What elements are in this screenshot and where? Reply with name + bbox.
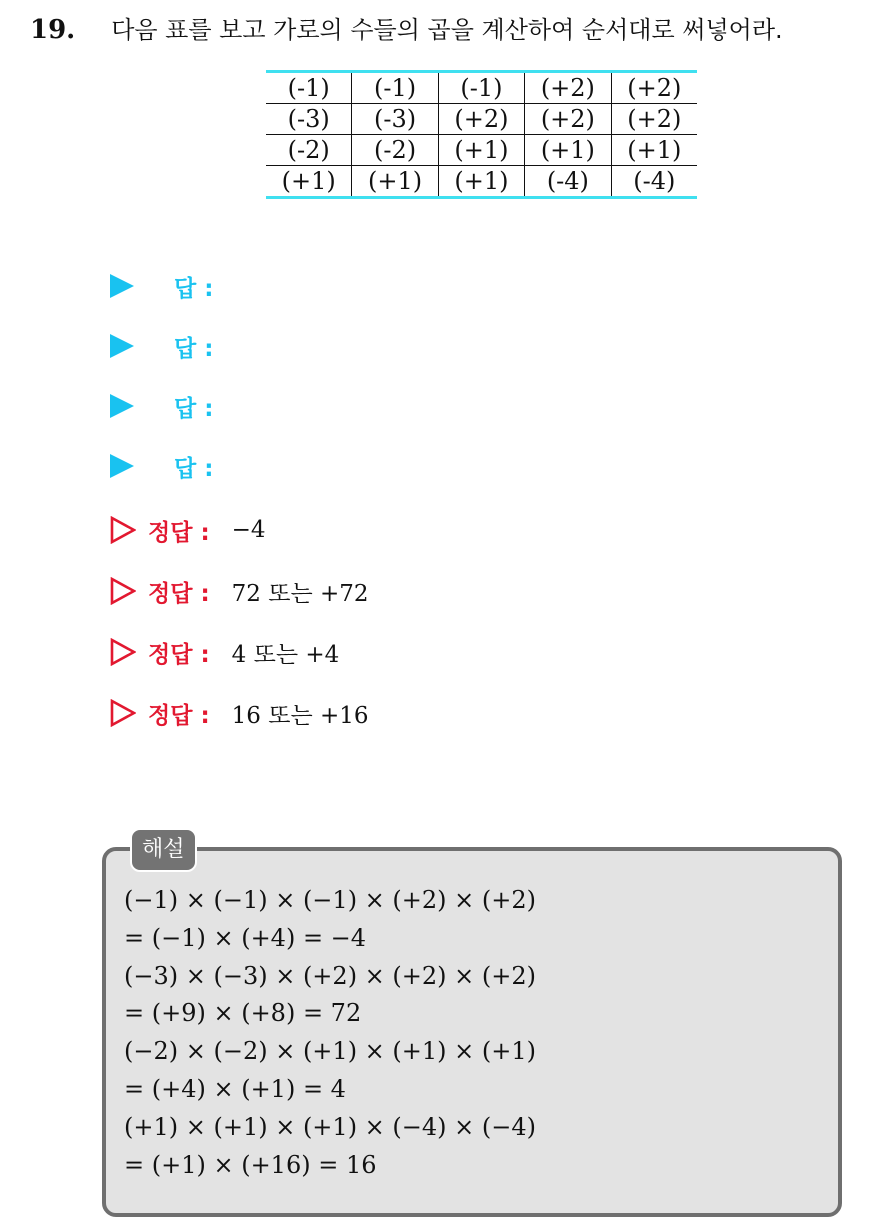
explanation-line: (+1) × (+1) × (+1) × (−4) × (−4) [124,1112,536,1141]
explanation-lines [124,882,536,1184]
explanation-line: = (+1) × (+16) = 16 [124,1150,377,1179]
play-triangle-icon [110,394,134,418]
table-cell: (-2) [266,135,352,166]
answer-row-3[interactable] [110,388,213,424]
answer-row-4[interactable] [110,448,213,484]
table-cell: (+1) [352,166,438,198]
play-triangle-icon [110,454,134,478]
correct-label: 정답 : [148,519,210,546]
table-cell: (+2) [611,72,697,104]
table-cell: (-1) [266,72,352,104]
table-cell: (+1) [611,135,697,166]
table-row [266,166,697,198]
answer-label: 답 : [174,335,214,362]
explanation-line: = (−1) × (+4) = −4 [124,923,367,952]
table-cell: (-1) [438,72,524,104]
correct-value: −4 [231,517,266,543]
table-cell: (-3) [266,104,352,135]
table-cell: (-2) [352,135,438,166]
correct-label: 정답 : [148,580,210,607]
table-cell: (-4) [611,166,697,198]
table-cell: (+2) [611,104,697,135]
correct-value: 72 또는 +72 [231,580,369,607]
explanation-line: (−3) × (−3) × (+2) × (+2) × (+2) [124,961,536,990]
correct-label: 정답 : [148,702,210,729]
table-row [266,104,697,135]
table-cell: (+2) [438,104,524,135]
answer-label: 답 : [174,455,214,482]
table-cell: (-3) [352,104,438,135]
explanation-line: (−2) × (−2) × (+1) × (+1) × (+1) [124,1037,536,1066]
outline-triangle-icon [110,638,136,666]
correct-label: 정답 : [148,641,210,668]
explanation-line: = (+4) × (+1) = 4 [124,1074,346,1103]
play-triangle-icon [110,274,134,298]
outline-triangle-icon [110,516,136,544]
question [30,12,870,48]
answer-row-2[interactable] [110,328,213,364]
explanation-line: = (+9) × (+8) = 72 [124,999,362,1028]
table-cell: (+1) [438,135,524,166]
table-cell: (-4) [525,166,611,198]
number-table [266,70,697,199]
table-cell: (+1) [438,166,524,198]
question-text: 다음 표를 보고 가로의 수들의 곱을 계산하여 순서대로 써넣어라. [111,16,783,44]
play-triangle-icon [110,334,134,358]
correct-value: 16 또는 +16 [231,702,369,729]
explanation-line: (−1) × (−1) × (−1) × (+2) × (+2) [124,886,536,914]
outline-triangle-icon [110,699,136,727]
table-cell: (+1) [266,166,352,198]
table-cell: (+2) [525,72,611,104]
explanation-title: 해설 [130,828,197,872]
table-row [266,135,697,166]
table-cell: (-1) [352,72,438,104]
table-row [266,72,697,104]
outline-triangle-icon [110,577,136,605]
correct-row-1 [110,512,266,548]
answer-label: 답 : [174,275,214,302]
correct-row-2 [110,573,369,609]
correct-value: 4 또는 +4 [231,641,340,668]
table-cell: (+1) [525,135,611,166]
answer-row-1[interactable] [110,268,213,304]
correct-row-3 [110,634,339,670]
table-cell: (+2) [525,104,611,135]
answer-label: 답 : [174,395,214,422]
correct-row-4 [110,695,369,731]
question-number: 19. [30,15,76,45]
